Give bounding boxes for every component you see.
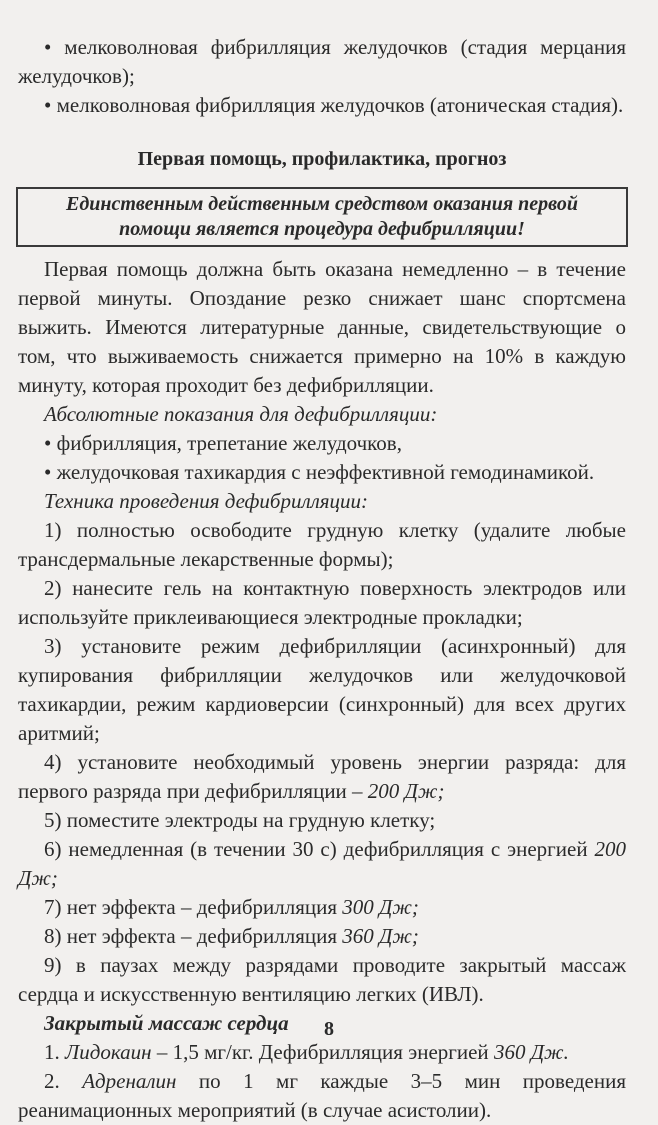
technique-step: 4) установите необходимый уровень энергии разряда: для первого разряда при дефибрилляции – 200 Дж;: [18, 750, 626, 803]
top-bullet-list: [18, 33, 626, 120]
indications-title: Абсолютные показания для дефибрилляции:: [44, 402, 438, 426]
massage-title: Закрытый массаж сердца: [44, 1011, 289, 1035]
technique-step: 1) полностью освободите грудную клетку (удалите любые трансдермальные лекарственные формы);: [18, 518, 626, 571]
section-heading: Первая помощь, профилактика, прогноз: [137, 148, 507, 170]
callout-box: [16, 187, 628, 247]
technique-step: 3) установите режим дефибрилляции (асинхронный) для купирования фибрилляции желудочков или желудочковой тахикардии, режим кардиоверсии (синхронный) для всех других аритмий;: [18, 634, 626, 745]
bullet-item: • мелковолновая фибрилляция желудочков (стадия мерцания желудочков);: [18, 35, 626, 88]
bullet-item: • мелковолновая фибрилляция желудочков (атоническая стадия).: [44, 93, 624, 117]
technique-step: 6) немедленная (в течении 30 с) дефибрилляция с энергией 200 Дж;: [18, 837, 626, 890]
technique-step: 5) поместите электроды на грудную клетку;: [44, 808, 436, 832]
massage-item: 1. Лидокаин – 1,5 мг/кг. Дефибрилляция энергией 360 Дж.: [44, 1040, 569, 1064]
technique-step: 2) нанесите гель на контактную поверхность электродов или используйте приклеивающиеся электродные прокладки;: [18, 576, 626, 629]
technique-step: 9) в паузах между разрядами проводите закрытый массаж сердца и искусственную вентиляцию легких (ИВЛ).: [18, 953, 626, 1006]
callout-text: Единственным действенным средством оказания первой помощи является процедура дефибрилляции!: [66, 193, 578, 240]
page-number: 8: [324, 1018, 334, 1040]
body-text: [18, 255, 626, 1125]
indication-item: • фибрилляция, трепетание желудочков,: [44, 431, 402, 455]
massage-item: 2. Адреналин по 1 мг каждые 3–5 мин проведения реанимационных мероприятий (в случае асистолии).: [18, 1069, 627, 1122]
technique-step: 8) нет эффекта – дефибрилляция 360 Дж;: [44, 924, 419, 948]
intro-paragraph: Первая помощь должна быть оказана немедленно – в течение первой минуты. Опоздание резко снижает шанс спортсмена выжить. Имеются литературные данные, свидетельствующие о том, что выживаемость снижается примерно на 10% в каждую минуту, которая проходит без дефибрилляции.: [18, 257, 626, 397]
technique-step: 7) нет эффекта – дефибрилляция 300 Дж;: [44, 895, 419, 919]
technique-title: Техника проведения дефибрилляции:: [44, 489, 369, 513]
indication-item: • желудочковая тахикардия с неэффективной гемодинамикой.: [44, 460, 595, 484]
